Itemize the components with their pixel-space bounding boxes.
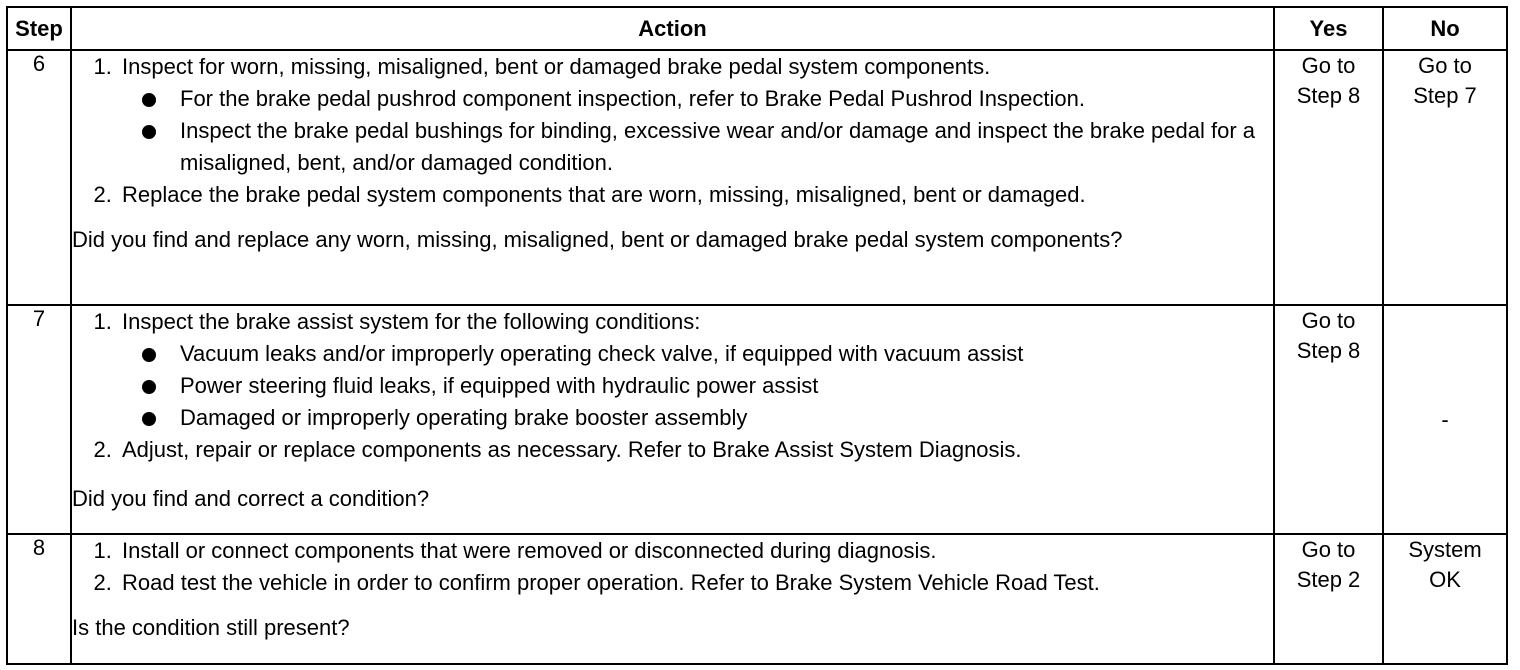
action-step-text: Replace the brake pedal system components that are worn, missing, misaligned, bent or damaged.: [122, 182, 1086, 207]
action-step: [118, 51, 1273, 179]
action-bullet-list: [122, 338, 1273, 434]
yes-cell: [1274, 305, 1383, 534]
action-step: [118, 306, 1273, 434]
yes-result-line2: Step 8: [1296, 338, 1361, 363]
action-cell: [71, 534, 1274, 664]
no-cell: [1383, 305, 1507, 534]
action-step-text: Road test the vehicle in order to confirm proper operation. Refer to Brake System Vehicle Road Test.: [122, 570, 1100, 595]
action-question: Did you find and correct a condition?: [72, 486, 430, 511]
yes-cell: [1274, 534, 1383, 664]
action-cell: [71, 50, 1274, 305]
action-step-list: [72, 535, 1273, 599]
no-result-line1: Go to: [1418, 53, 1472, 78]
no-result-line1: System: [1408, 537, 1482, 562]
header-yes: Yes: [1274, 7, 1383, 50]
action-step-text: Inspect the brake assist system for the following conditions:: [122, 309, 701, 334]
step-number: 6: [7, 50, 71, 305]
action-step: [118, 567, 1273, 599]
table-row: [7, 534, 1507, 664]
diagnostic-table: [6, 6, 1508, 665]
header-step: Step: [7, 7, 71, 50]
action-step: [118, 434, 1273, 466]
yes-result-line2: Step 2: [1296, 567, 1361, 592]
action-cell: [71, 305, 1274, 534]
action-step-text: Inspect for worn, missing, misaligned, bent or damaged brake pedal system components.: [122, 54, 991, 79]
no-result-line2: Step 7: [1413, 83, 1477, 108]
diagnostic-table-container: [6, 6, 1508, 665]
no-result-text: -: [1441, 406, 1449, 432]
table-row: [7, 50, 1507, 305]
action-bullet: Inspect the brake pedal bushings for binding, excessive wear and/or damage and inspect the brake pedal for a misaligned, bent, and/or damaged condition.: [172, 115, 1273, 179]
yes-result-line1: Go to: [1301, 53, 1356, 78]
action-question: Did you find and replace any worn, missing, misaligned, bent or damaged brake pedal system components?: [72, 227, 1123, 252]
yes-result-line1: Go to: [1301, 537, 1356, 562]
action-bullet: For the brake pedal pushrod component inspection, refer to Brake Pedal Pushrod Inspection.: [172, 83, 1273, 115]
action-bullet: Vacuum leaks and/or improperly operating check valve, if equipped with vacuum assist: [172, 338, 1273, 370]
action-step: [118, 179, 1273, 211]
action-step-text: Install or connect components that were removed or disconnected during diagnosis.: [122, 538, 937, 563]
header-row: [7, 7, 1507, 50]
action-bullet-list: [122, 83, 1273, 179]
header-action: Action: [71, 7, 1274, 50]
table-row: [7, 305, 1507, 534]
yes-result-line2: Step 8: [1296, 83, 1361, 108]
action-question: Is the condition still present?: [72, 615, 350, 640]
action-step-list: [72, 51, 1273, 211]
header-no: No: [1383, 7, 1507, 50]
action-bullet: Power steering fluid leaks, if equipped with hydraulic power assist: [172, 370, 1273, 402]
action-step: [118, 535, 1273, 567]
step-number: 8: [7, 534, 71, 664]
no-result-line2: OK: [1429, 567, 1461, 592]
yes-cell: [1274, 50, 1383, 305]
action-step-list: [72, 306, 1273, 466]
no-cell: [1383, 534, 1507, 664]
action-bullet: Damaged or improperly operating brake booster assembly: [172, 402, 1273, 434]
action-step-text: Adjust, repair or replace components as necessary. Refer to Brake Assist System Diagnosis.: [122, 437, 1022, 462]
step-number: 7: [7, 305, 71, 534]
yes-result-line1: Go to: [1301, 308, 1356, 333]
no-cell: [1383, 50, 1507, 305]
